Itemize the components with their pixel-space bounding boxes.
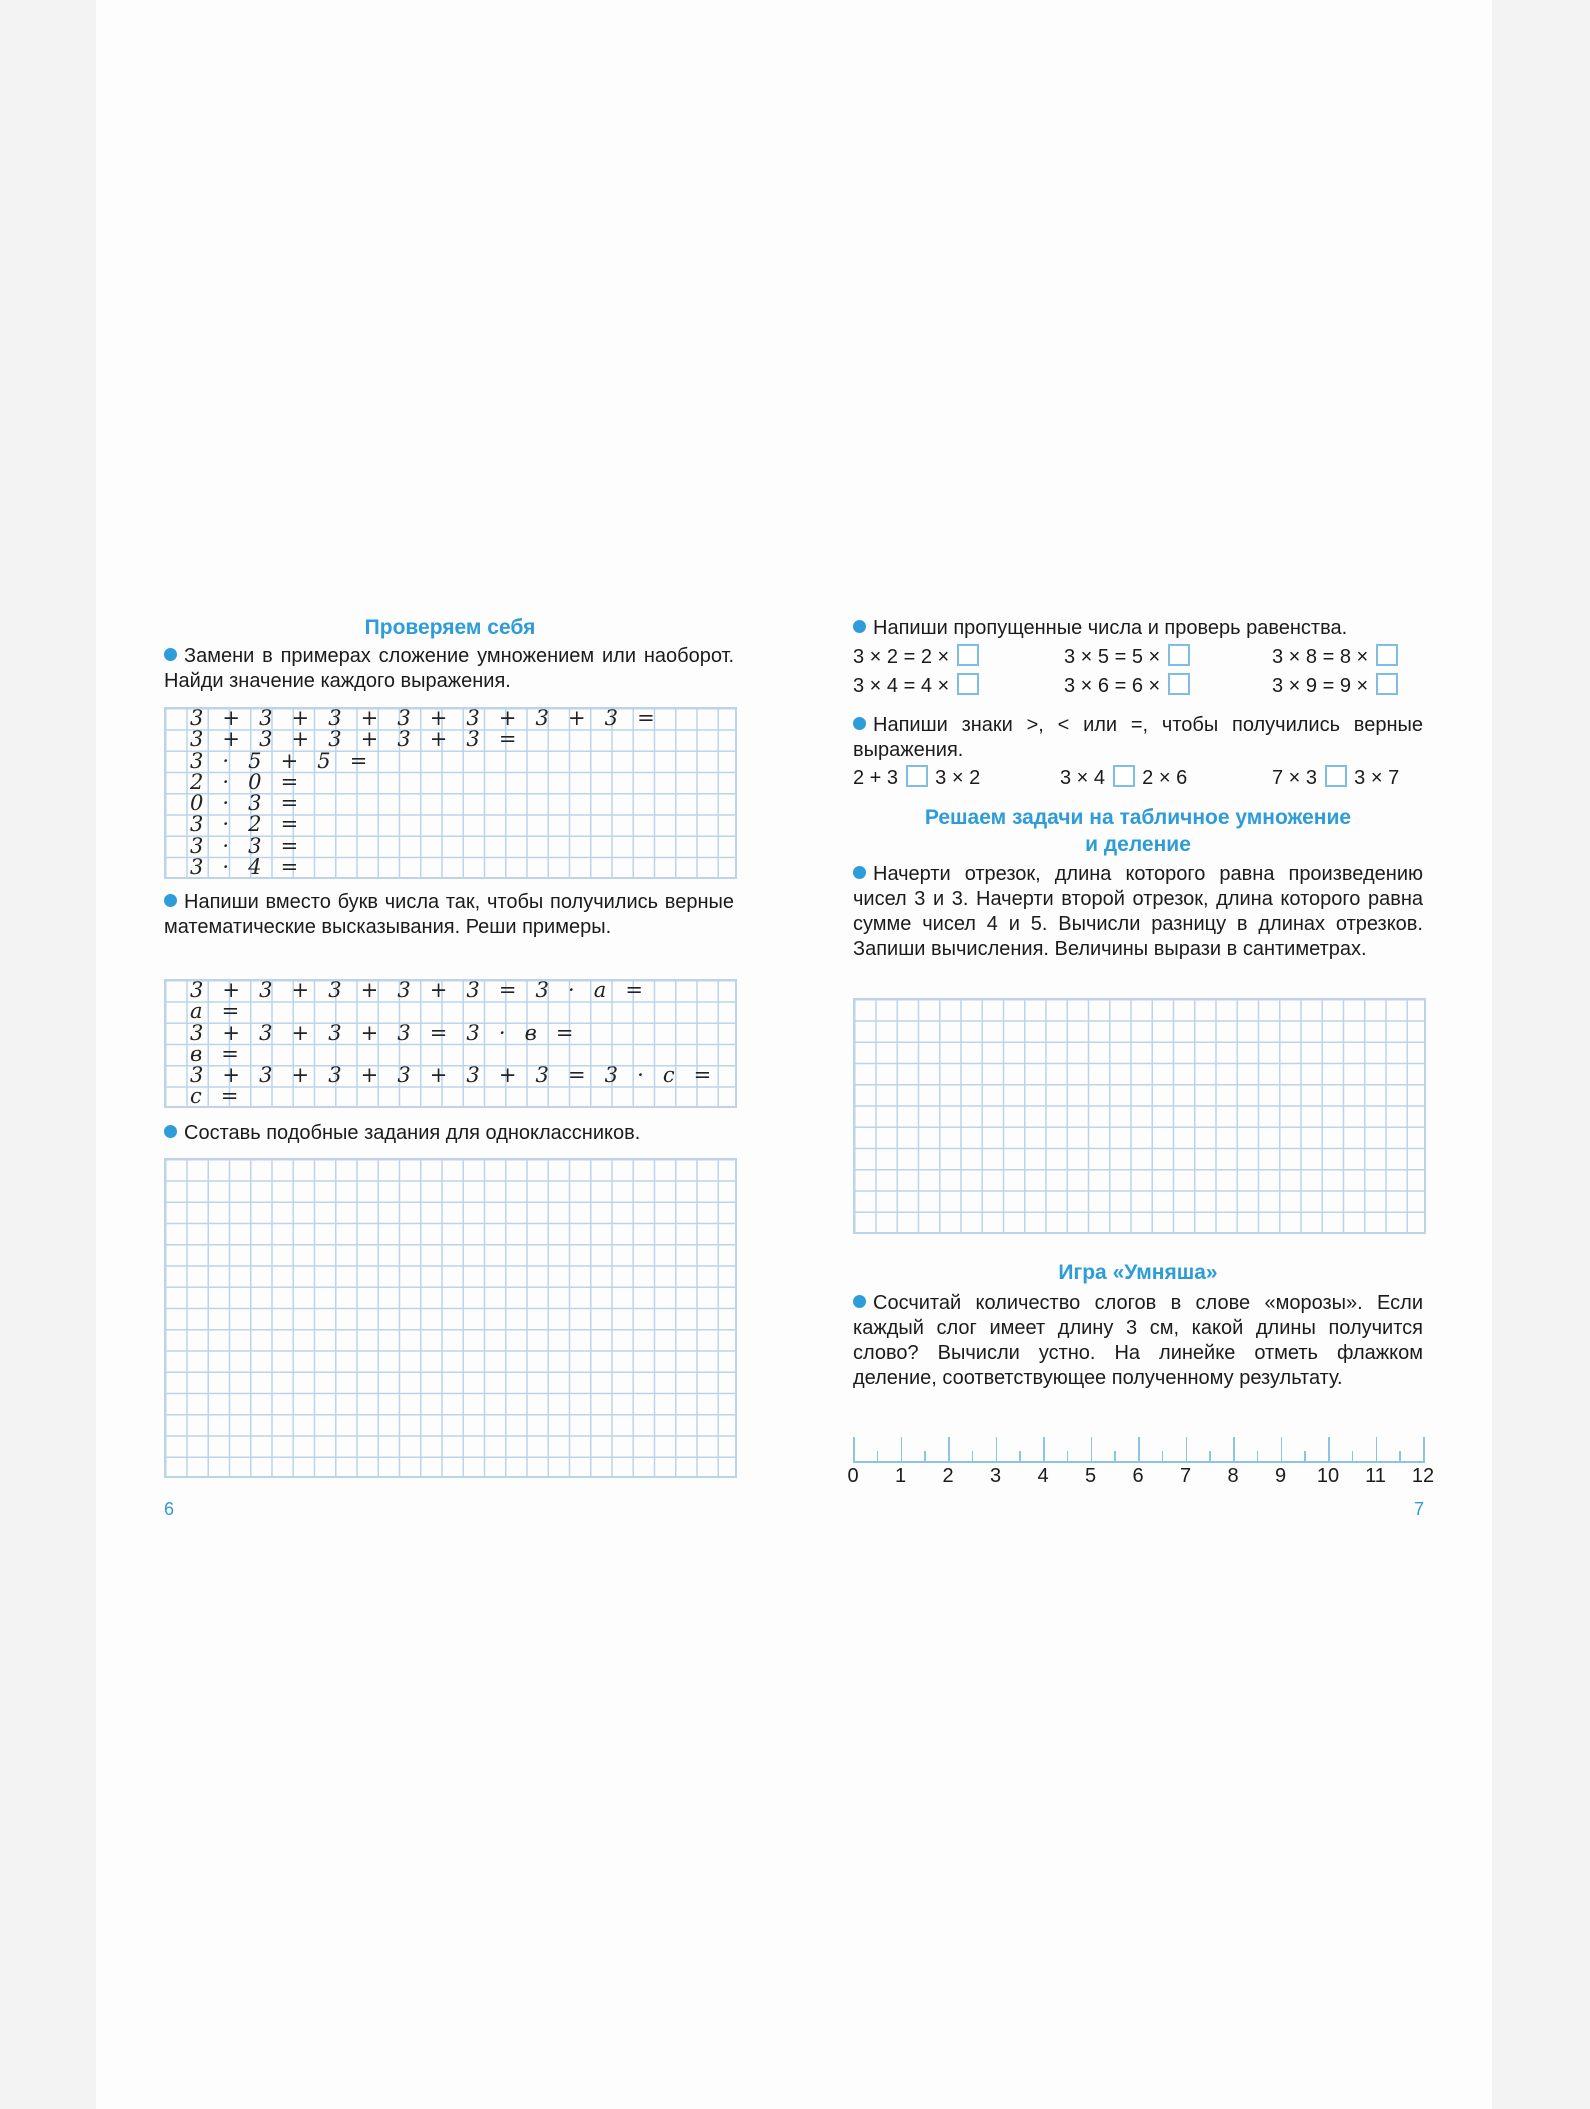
- ruler-major-tick: [1091, 1437, 1093, 1463]
- ruler-minor-tick: [1257, 1451, 1259, 1463]
- handwritten-line: 3 · 4 =: [190, 854, 305, 879]
- ruler-number: 8: [1227, 1465, 1239, 1487]
- handwritten-line: 3 · 2 =: [190, 812, 305, 837]
- ruler-number: 9: [1274, 1465, 1287, 1487]
- ruler-number: 2: [942, 1465, 954, 1487]
- answer-box[interactable]: [1168, 673, 1190, 695]
- handwritten-line: 3 + 3 + 3 + 3 + 3 = 3 · a =: [190, 978, 650, 1002]
- task-draw-segment: [853, 862, 1423, 962]
- handwritten-line: c =: [190, 1084, 245, 1109]
- grid-empty-left[interactable]: [164, 1158, 737, 1478]
- task-text: Замени в примерах сложение умножением или наоборот. Найди значение каждого выражения.: [164, 645, 734, 692]
- task-comparison-signs: [853, 713, 1423, 763]
- equation-6: 3 × 9 = 9 ×: [1272, 673, 1400, 699]
- task-replace-letters: [164, 890, 734, 940]
- task-compose: [164, 1121, 734, 1146]
- sign-box[interactable]: [1113, 765, 1135, 787]
- ruler-minor-tick: [1162, 1451, 1164, 1463]
- heading-check-yourself: Проверяем себя: [364, 616, 536, 639]
- equation-3: 3 × 8 = 8 ×: [1272, 644, 1400, 670]
- answer-box[interactable]: [957, 673, 979, 695]
- handwritten-line: 3 + 3 + 3 + 3 = 3 · в =: [190, 1020, 580, 1045]
- ruler-major-tick: [853, 1437, 855, 1463]
- ruler-number: 3: [989, 1465, 1002, 1487]
- ruler-major-tick: [901, 1437, 903, 1463]
- ruler-minor-tick: [1304, 1451, 1306, 1463]
- ruler-number: 5: [1084, 1465, 1097, 1487]
- handwritten-line: в =: [190, 1041, 246, 1066]
- heading-line-2: и деление: [1085, 833, 1191, 856]
- heading-table-multiplication: [853, 804, 1423, 858]
- answer-box[interactable]: [957, 644, 979, 666]
- ruler[interactable]: [853, 1433, 1423, 1463]
- comparison-2: 3 × 4 2 × 6: [1060, 767, 1188, 789]
- ruler-number: 10: [1316, 1465, 1340, 1487]
- answer-box[interactable]: [1168, 644, 1190, 666]
- ruler-major-tick: [1233, 1437, 1235, 1463]
- ruler-number: 0: [847, 1465, 859, 1487]
- answer-box[interactable]: [1376, 644, 1398, 666]
- textbook-spread: [96, 0, 1492, 2109]
- sign-box[interactable]: [906, 765, 928, 787]
- ruler-number: 11: [1365, 1465, 1386, 1487]
- ruler-number: 4: [1037, 1465, 1049, 1487]
- bullet-icon: [164, 894, 177, 907]
- equation-5: 3 × 6 = 6 ×: [1064, 673, 1192, 699]
- ruler-number: 1: [894, 1465, 907, 1487]
- ruler-minor-tick: [1114, 1451, 1116, 1463]
- handwritten-line: 0 · 3 =: [190, 791, 305, 815]
- bullet-icon: [853, 1295, 866, 1308]
- bullet-icon: [853, 717, 866, 730]
- heading-line-1: Решаем задачи на табличное умножение: [924, 806, 1352, 829]
- comparison-1: 2 + 3 3 × 2: [853, 767, 981, 789]
- ruler-major-tick: [1281, 1437, 1283, 1463]
- handwritten-line: 2 · 0 =: [190, 769, 305, 794]
- handwritten-line: 3 · 3 =: [190, 833, 305, 858]
- sign-box[interactable]: [1325, 765, 1347, 787]
- ruler-number: 6: [1132, 1465, 1144, 1487]
- ruler-minor-tick: [1399, 1451, 1401, 1463]
- ruler-minor-tick: [1067, 1451, 1069, 1463]
- task-text: Напиши знаки >, < или =, чтобы получились верные выражения.: [853, 714, 1423, 761]
- ruler-minor-tick: [877, 1451, 879, 1463]
- ruler-minor-tick: [924, 1451, 926, 1463]
- grid-exercise-2[interactable]: [164, 979, 737, 1108]
- ruler-minor-tick: [1019, 1451, 1021, 1463]
- comparison-3: 7 × 3 3 × 7: [1272, 767, 1400, 789]
- handwritten-line: 3 · 5 + 5 =: [190, 748, 374, 773]
- handwritten-line: a =: [190, 999, 246, 1024]
- bullet-icon: [853, 866, 866, 879]
- handwritten-line: 3 + 3 + 3 + 3 + 3 + 3 = 3 · c =: [190, 1063, 718, 1087]
- ruler-major-tick: [948, 1437, 950, 1463]
- handwritten-line: 3 + 3 + 3 + 3 + 3 + 3 + 3 =: [190, 706, 661, 730]
- ruler-number: 12: [1411, 1465, 1435, 1487]
- handwritten-line: 3 + 3 + 3 + 3 + 3 =: [190, 727, 523, 752]
- ruler-major-tick: [1328, 1437, 1330, 1463]
- task-text: Напиши пропущенные числа и проверь равенства.: [873, 617, 1348, 639]
- grid-empty-right[interactable]: [853, 998, 1426, 1234]
- ruler-major-tick: [996, 1437, 998, 1463]
- ruler-numbers: [847, 1465, 1435, 1491]
- task-text: Напиши вместо букв числа так, чтобы получились верные математические высказывания. Реши примеры.: [164, 891, 734, 938]
- bullet-icon: [164, 1125, 177, 1138]
- ruler-minor-tick: [1352, 1451, 1354, 1463]
- heading-game: Игра «Умняша»: [1058, 1261, 1218, 1284]
- page-number-left: 6: [164, 1499, 175, 1519]
- bullet-icon: [164, 648, 177, 661]
- equation-2: 3 × 5 = 5 ×: [1064, 644, 1192, 670]
- task-text: Составь подобные задания для одноклассников.: [184, 1122, 641, 1144]
- ruler-number: 7: [1179, 1465, 1192, 1487]
- page-number-right: 7: [1414, 1499, 1425, 1519]
- equation-4: 3 × 4 = 4 ×: [853, 673, 981, 699]
- bullet-icon: [853, 620, 866, 633]
- task-replace-addition: [164, 644, 734, 694]
- ruler-major-tick: [1186, 1437, 1188, 1463]
- ruler-minor-tick: [1209, 1451, 1211, 1463]
- ruler-major-tick: [1043, 1437, 1045, 1463]
- ruler-major-tick: [1423, 1437, 1425, 1463]
- equation-1: 3 × 2 = 2 ×: [853, 644, 981, 670]
- task-missing-numbers: [853, 616, 1423, 641]
- ruler-major-tick: [1138, 1437, 1140, 1463]
- grid-exercise-1[interactable]: [164, 707, 737, 879]
- answer-box[interactable]: [1376, 673, 1398, 695]
- task-text: Начерти отрезок, длина которого равна произведению чисел 3 и 3. Начерти второй отрезок, длина которого равна сумме чисел 4 и 5. Вычисли разницу в длинах отрезков. Запиши вычисления. Величины вырази в сантиметрах.: [853, 863, 1423, 960]
- ruler-minor-tick: [972, 1451, 974, 1463]
- task-syllables: [853, 1291, 1423, 1391]
- ruler-major-tick: [1376, 1437, 1378, 1463]
- task-text: Сосчитай количество слогов в слове «морозы». Если каждый слог имеет длину 3 см, какой длины получится слово? Вычисли устно. На линейке отметь флажком деление, соответствующее полученному результату.: [853, 1292, 1423, 1389]
